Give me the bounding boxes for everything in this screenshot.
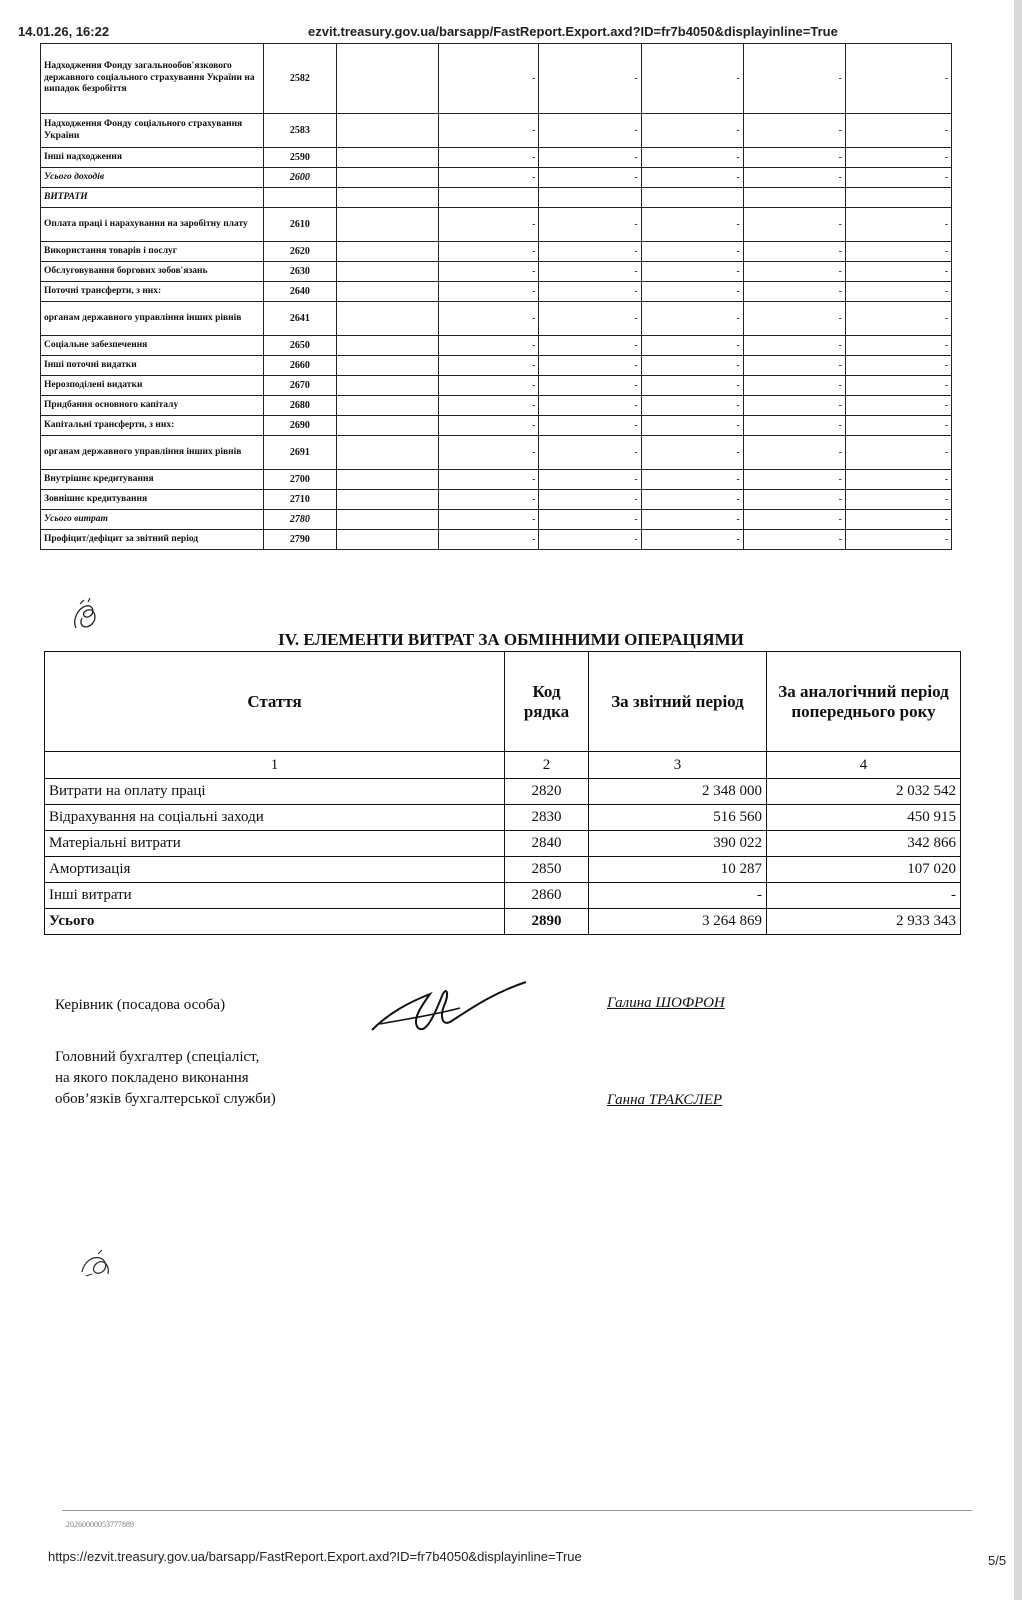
row-value: - [439, 530, 539, 550]
row-value: - [845, 242, 951, 262]
row-value: - [641, 490, 743, 510]
row-code: 2641 [263, 302, 337, 336]
accountant-label [55, 1047, 276, 1110]
table-row [41, 262, 952, 282]
row-value: - [439, 356, 539, 376]
row-value: - [845, 356, 951, 376]
column-number: 3 [589, 752, 767, 779]
row-value: - [845, 470, 951, 490]
row-value: - [539, 376, 641, 396]
row-value [337, 262, 439, 282]
cell-previous: 450 915 [767, 805, 961, 831]
row-value: - [439, 396, 539, 416]
row-value [337, 396, 439, 416]
row-value: - [641, 510, 743, 530]
row-value [337, 416, 439, 436]
table-row [41, 436, 952, 470]
row-value [337, 302, 439, 336]
row-value: - [743, 208, 845, 242]
row-value: - [743, 356, 845, 376]
print-datetime: 14.01.26, 16:22 [18, 24, 110, 39]
row-value: - [743, 262, 845, 282]
row-value: - [845, 168, 951, 188]
row-value: - [539, 530, 641, 550]
table-row [41, 188, 952, 208]
row-value [337, 242, 439, 262]
row-value: - [845, 436, 951, 470]
row-value: - [845, 510, 951, 530]
row-value: - [845, 114, 951, 148]
table-row [41, 44, 952, 114]
cell-code: 2840 [505, 831, 589, 857]
row-value: - [439, 148, 539, 168]
header-row-code: Код рядка [505, 652, 589, 752]
header-article: Стаття [45, 652, 505, 752]
table-row [45, 909, 961, 935]
row-label: органам державного управління інших рівнів [41, 436, 264, 470]
row-code: 2790 [263, 530, 337, 550]
row-value [337, 470, 439, 490]
row-value: - [641, 436, 743, 470]
row-value: - [641, 416, 743, 436]
row-value: - [641, 168, 743, 188]
row-value: - [845, 282, 951, 302]
row-value: - [743, 510, 845, 530]
table-row [41, 470, 952, 490]
row-label: Усього доходів [41, 168, 264, 188]
cell-label: Матеріальні витрати [45, 831, 505, 857]
row-value: - [641, 336, 743, 356]
table-row [41, 336, 952, 356]
row-value: - [641, 302, 743, 336]
row-label: Соціальне забезпечення [41, 336, 264, 356]
row-value [337, 336, 439, 356]
row-label: Інші надходження [41, 148, 264, 168]
row-value: - [641, 376, 743, 396]
header-previous-period: За аналогічний період попереднього року [767, 652, 961, 752]
row-value [337, 356, 439, 376]
cell-code: 2850 [505, 857, 589, 883]
head-label: Керівник (посадова особа) [55, 997, 226, 1013]
row-value: - [539, 436, 641, 470]
print-url: ezvit.treasury.gov.ua/barsapp/FastReport.Export.axd?ID=fr7b4050&displayinline=True [308, 24, 838, 39]
row-value: - [641, 148, 743, 168]
row-code: 2583 [263, 114, 337, 148]
cell-previous: 2 032 542 [767, 779, 961, 805]
cell-code: 2860 [505, 883, 589, 909]
row-value: - [539, 336, 641, 356]
row-value: - [845, 530, 951, 550]
row-label: Придбання основного капіталу [41, 396, 264, 416]
row-value [539, 188, 641, 208]
row-value: - [743, 490, 845, 510]
row-label: Поточні трансферти, з них: [41, 282, 264, 302]
row-label: органам державного управління інших рівнів [41, 302, 264, 336]
row-code: 2660 [263, 356, 337, 376]
document-id: 20260000053777889 [66, 1520, 134, 1529]
row-value: - [845, 416, 951, 436]
table-row [45, 857, 961, 883]
cell-previous: 107 020 [767, 857, 961, 883]
row-value: - [539, 282, 641, 302]
row-value: - [845, 148, 951, 168]
cell-current: 3 264 869 [589, 909, 767, 935]
handwritten-signature [370, 972, 530, 1047]
row-value: - [845, 208, 951, 242]
table-row [41, 242, 952, 262]
row-value: - [845, 490, 951, 510]
accountant-label-line: Головний бухгалтер (спеціаліст, [55, 1049, 260, 1065]
row-label: Профіцит/дефіцит за звітний період [41, 530, 264, 550]
row-value: - [439, 262, 539, 282]
cell-label: Витрати на оплату праці [45, 779, 505, 805]
cell-previous: 2 933 343 [767, 909, 961, 935]
row-code: 2590 [263, 148, 337, 168]
row-value: - [743, 114, 845, 148]
row-value: - [641, 470, 743, 490]
expense-elements-table [44, 651, 961, 935]
section-title: IV. ЕЛЕМЕНТИ ВИТРАТ ЗА ОБМІННИМИ ОПЕРАЦІЯМИ [278, 630, 744, 649]
row-value: - [743, 242, 845, 262]
column-number: 2 [505, 752, 589, 779]
row-value: - [743, 376, 845, 396]
table-row [41, 510, 952, 530]
row-value: - [743, 396, 845, 416]
table-row [45, 831, 961, 857]
row-label: Інші поточні видатки [41, 356, 264, 376]
table-row [41, 530, 952, 550]
row-code: 2691 [263, 436, 337, 470]
row-value: - [743, 168, 845, 188]
row-label: Нерозподілені видатки [41, 376, 264, 396]
row-value: - [539, 510, 641, 530]
row-value: - [439, 510, 539, 530]
table-row [41, 114, 952, 148]
row-value: - [743, 470, 845, 490]
row-value: - [439, 470, 539, 490]
cell-current: 10 287 [589, 857, 767, 883]
row-value [845, 188, 951, 208]
row-value: - [743, 336, 845, 356]
row-label: Внутрішнє кредитування [41, 470, 264, 490]
row-value [743, 188, 845, 208]
row-value [337, 490, 439, 510]
accountant-label-line: обов’язків бухгалтерської служби) [55, 1091, 276, 1107]
table-row [45, 883, 961, 909]
row-value: - [539, 416, 641, 436]
row-value: - [539, 242, 641, 262]
row-value [337, 376, 439, 396]
cell-current: 516 560 [589, 805, 767, 831]
row-value: - [641, 282, 743, 302]
table-row [41, 148, 952, 168]
row-value: - [641, 242, 743, 262]
row-value: - [845, 336, 951, 356]
row-value: - [539, 396, 641, 416]
row-value [337, 530, 439, 550]
row-code: 2700 [263, 470, 337, 490]
row-value: - [539, 262, 641, 282]
cell-code: 2830 [505, 805, 589, 831]
row-value: - [845, 396, 951, 416]
row-value [337, 436, 439, 470]
row-code: 2620 [263, 242, 337, 262]
cell-previous: - [767, 883, 961, 909]
row-value: - [439, 44, 539, 114]
row-value: - [743, 302, 845, 336]
cell-label: Відрахування на соціальні заходи [45, 805, 505, 831]
upper-report-table [40, 43, 952, 550]
row-value: - [439, 416, 539, 436]
page-edge [1014, 0, 1022, 1600]
row-code: 2640 [263, 282, 337, 302]
row-label: Надходження Фонду загальнообов'язкового державного соціального страхування України на випадок безробіття [41, 44, 264, 114]
ink-scribble-mark [78, 1248, 114, 1285]
table-row [41, 376, 952, 396]
row-value: - [439, 208, 539, 242]
table-row [41, 168, 952, 188]
row-value [641, 188, 743, 208]
table-row [41, 302, 952, 336]
cell-code: 2820 [505, 779, 589, 805]
row-value: - [439, 490, 539, 510]
row-label: ВИТРАТИ [41, 188, 264, 208]
footer-page-number: 5/5 [988, 1553, 1007, 1568]
table-row [45, 805, 961, 831]
row-code: 2600 [263, 168, 337, 188]
row-value: - [439, 114, 539, 148]
row-label: Капітальні трансферти, з них: [41, 416, 264, 436]
accountant-label-line: на якого покладено виконання [55, 1070, 249, 1086]
accountant-name: Ганна ТРАКСЛЕР [607, 1092, 723, 1108]
row-label: Усього витрат [41, 510, 264, 530]
row-code: 2710 [263, 490, 337, 510]
header-current-period: За звітний період [589, 652, 767, 752]
row-value [337, 44, 439, 114]
row-value: - [641, 208, 743, 242]
cell-label: Усього [45, 909, 505, 935]
cell-current: 2 348 000 [589, 779, 767, 805]
column-number: 4 [767, 752, 961, 779]
row-label: Оплата праці і нарахування на заробітну плату [41, 208, 264, 242]
table-row [41, 282, 952, 302]
row-value [337, 168, 439, 188]
row-value: - [439, 242, 539, 262]
row-value: - [743, 416, 845, 436]
row-value: - [539, 148, 641, 168]
row-value [337, 510, 439, 530]
row-value: - [743, 282, 845, 302]
row-code: 2650 [263, 336, 337, 356]
row-value: - [439, 282, 539, 302]
cell-current: - [589, 883, 767, 909]
row-code: 2630 [263, 262, 337, 282]
row-label: Зовнішнє кредитування [41, 490, 264, 510]
row-value: - [845, 302, 951, 336]
row-value: - [439, 436, 539, 470]
row-value: - [641, 44, 743, 114]
row-value: - [539, 208, 641, 242]
table-row [41, 416, 952, 436]
row-value [337, 188, 439, 208]
footer-url: https://ezvit.treasury.gov.ua/barsapp/FastReport.Export.axd?ID=fr7b4050&displayinline=True [48, 1549, 582, 1564]
row-value: - [539, 114, 641, 148]
cell-current: 390 022 [589, 831, 767, 857]
row-value: - [641, 262, 743, 282]
row-code: 2690 [263, 416, 337, 436]
row-value: - [641, 530, 743, 550]
row-value: - [743, 44, 845, 114]
row-value: - [845, 376, 951, 396]
row-code: 2582 [263, 44, 337, 114]
row-value: - [539, 356, 641, 376]
row-label: Обслуговування боргових зобов'язань [41, 262, 264, 282]
row-value: - [439, 168, 539, 188]
row-value: - [641, 356, 743, 376]
row-code: 2780 [263, 510, 337, 530]
cell-previous: 342 866 [767, 831, 961, 857]
row-value: - [641, 114, 743, 148]
row-value: - [845, 44, 951, 114]
row-value: - [539, 168, 641, 188]
footer-rule [62, 1510, 972, 1511]
row-value [337, 148, 439, 168]
table-row [41, 208, 952, 242]
row-code: 2610 [263, 208, 337, 242]
table-row [41, 396, 952, 416]
row-label: Використання товарів і послуг [41, 242, 264, 262]
row-value: - [539, 302, 641, 336]
row-value: - [539, 44, 641, 114]
row-value [337, 114, 439, 148]
row-value: - [439, 302, 539, 336]
row-value: - [539, 490, 641, 510]
head-name: Галина ШОФРОН [607, 995, 725, 1011]
row-label: Надходження Фонду соціального страхування України [41, 114, 264, 148]
row-value: - [743, 436, 845, 470]
cell-code: 2890 [505, 909, 589, 935]
row-value [439, 188, 539, 208]
row-value: - [439, 336, 539, 356]
row-value: - [539, 470, 641, 490]
cell-label: Амортизація [45, 857, 505, 883]
row-value: - [641, 396, 743, 416]
cell-label: Інші витрати [45, 883, 505, 909]
row-value: - [845, 262, 951, 282]
row-code: 2670 [263, 376, 337, 396]
row-value: - [743, 530, 845, 550]
row-value: - [743, 148, 845, 168]
row-code [263, 188, 337, 208]
row-code: 2680 [263, 396, 337, 416]
row-value [337, 282, 439, 302]
table-row [41, 490, 952, 510]
column-number: 1 [45, 752, 505, 779]
table-row [41, 356, 952, 376]
row-value [337, 208, 439, 242]
row-value: - [439, 376, 539, 396]
table-row [45, 779, 961, 805]
